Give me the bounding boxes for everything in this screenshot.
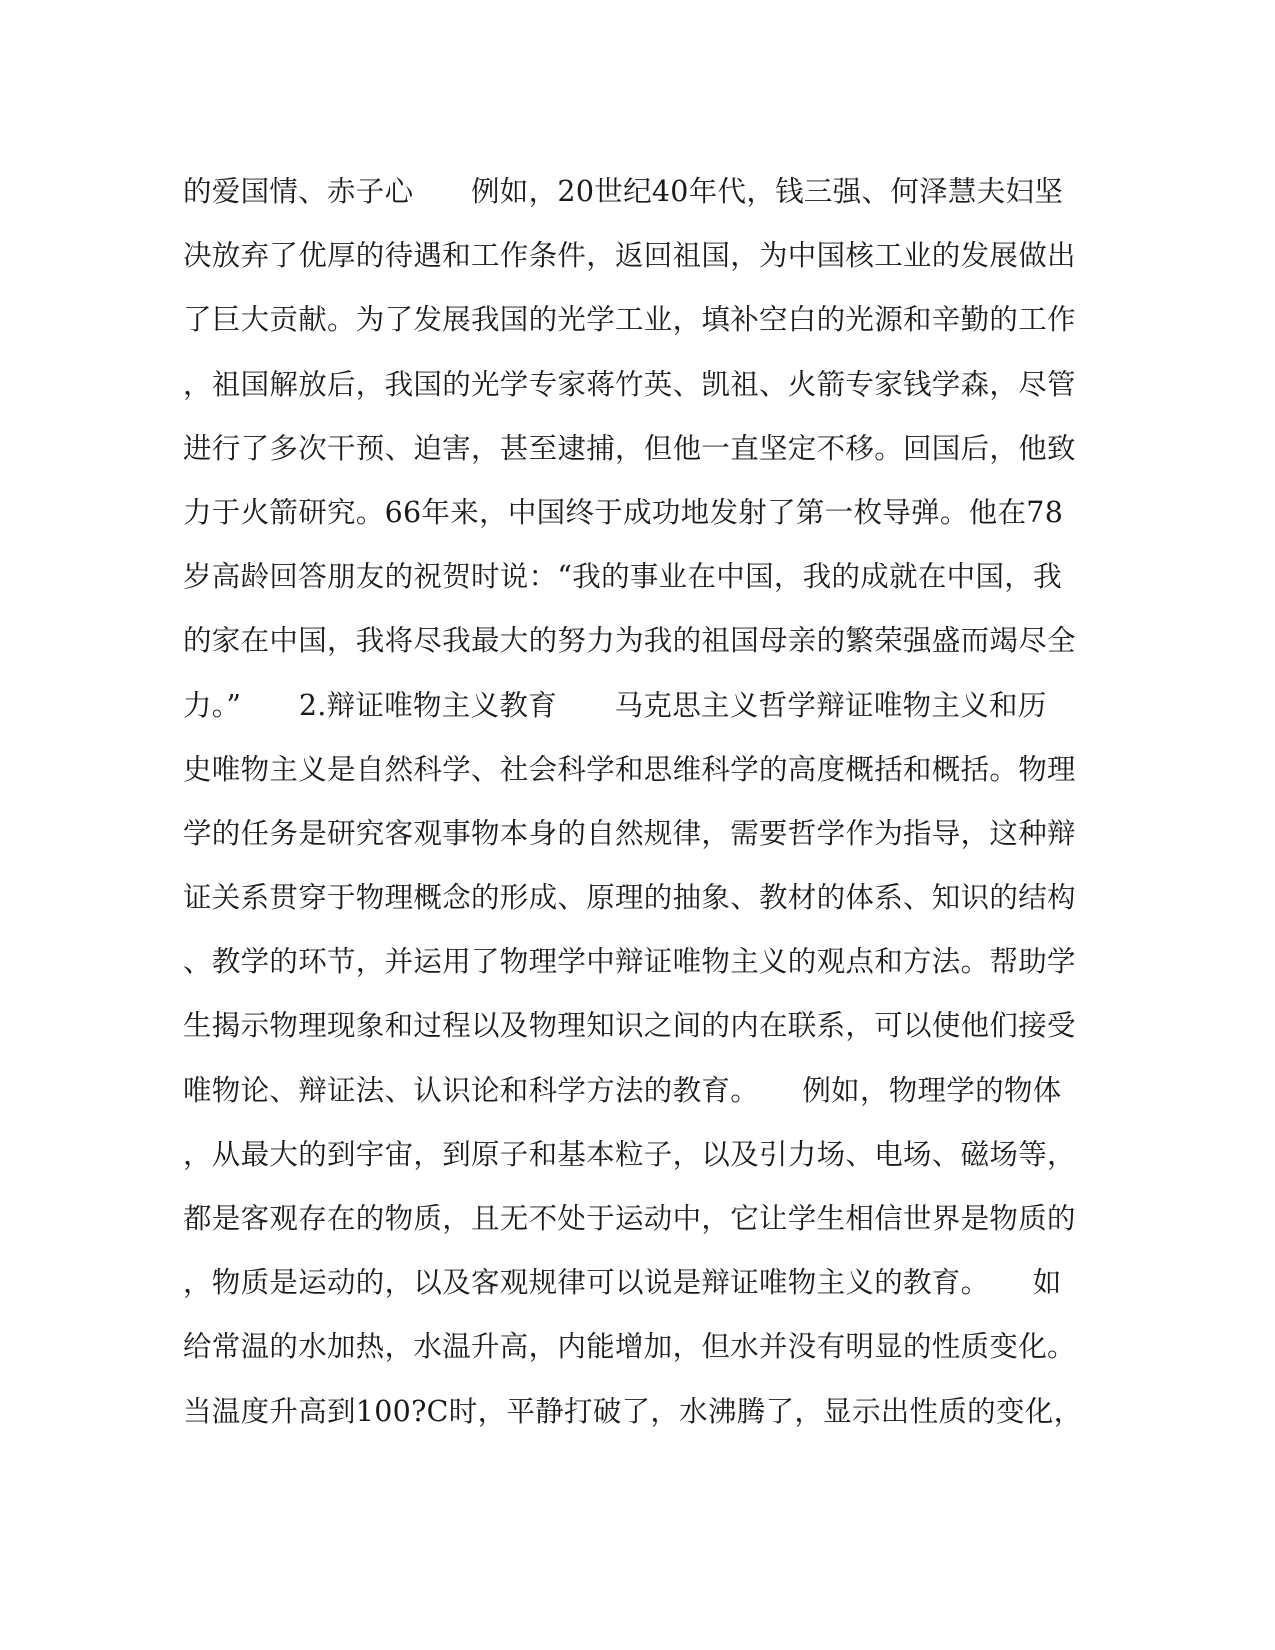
text-line-7: 岁高龄回答朋友的祝贺时说：“我的事业在中国，我的成就在中国，我 xyxy=(183,560,1062,594)
text-line-4: ，祖国解放后，我国的光学专家蒋竹英、凯祖、火箭专家钱学森，尽管 xyxy=(183,367,1076,401)
text-line-14: 生揭示物理现象和过程以及物理知识之间的内在联系，可以使他们接受 xyxy=(183,1009,1076,1043)
text-line-12: 证关系贯穿于物理概念的形成、原理的抽象、教材的体系、知识的结构 xyxy=(183,881,1076,915)
text-line-8: 的家在中国，我将尽我最大的努力为我的祖国母亲的繁荣强盛而竭尽全 xyxy=(183,624,1076,658)
body-text xyxy=(183,160,1083,1444)
text-line-17: 都是客观存在的物质，且无不处于运动中，它让学生相信世界是物质的 xyxy=(183,1202,1076,1235)
text-line-10: 史唯物主义是自然科学、社会科学和思维科学的高度概括和概括。物理 xyxy=(183,752,1076,786)
text-line-11: 学的任务是研究客观事物本身的自然规律，需要哲学作为指导，这种辩 xyxy=(183,816,1076,850)
text-line-20: 当温度升高到100?C时，平静打破了，水沸腾了，显示出性质的变化， xyxy=(183,1394,1083,1428)
text-line-3: 了巨大贡献。为了发展我国的光学工业，填补空白的光源和辛勤的工作 xyxy=(183,303,1076,337)
text-line-13: 、教学的环节，并运用了物理学中辩证唯物主义的观点和方法。帮助学 xyxy=(183,945,1076,979)
text-line-1: 的爱国情、赤子心 例如，20世纪40年代，钱三强、何泽慧夫妇坚 xyxy=(183,175,1064,208)
text-line-2: 决放弃了优厚的待遇和工作条件，返回祖国，为中国核工业的发展做出 xyxy=(183,239,1076,273)
text-line-6: 力于火箭研究。66年来，中国终于成功地发射了第一枚导弹。他在78 xyxy=(183,495,1064,529)
text-line-16: ，从最大的到宇宙，到原子和基本粒子，以及引力场、电场、磁场等， xyxy=(183,1137,1076,1171)
text-line-5: 进行了多次干预、迫害，甚至逮捕，但他一直坚定不移。回国后，他致 xyxy=(183,431,1076,465)
text-line-19: 给常温的水加热，水温升高，内能增加，但水并没有明显的性质变化。 xyxy=(183,1330,1076,1364)
text-line-18: ，物质是运动的，以及客观规律可以说是辩证唯物主义的教育。 如 xyxy=(183,1266,1062,1300)
text-line-9: 力。” 2.辩证唯物主义教育 马克思主义哲学辩证唯物主义和历 xyxy=(183,688,1047,722)
text-line-15: 唯物论、辩证法、认识论和科学方法的教育。 例如，物理学的物体 xyxy=(183,1073,1062,1107)
